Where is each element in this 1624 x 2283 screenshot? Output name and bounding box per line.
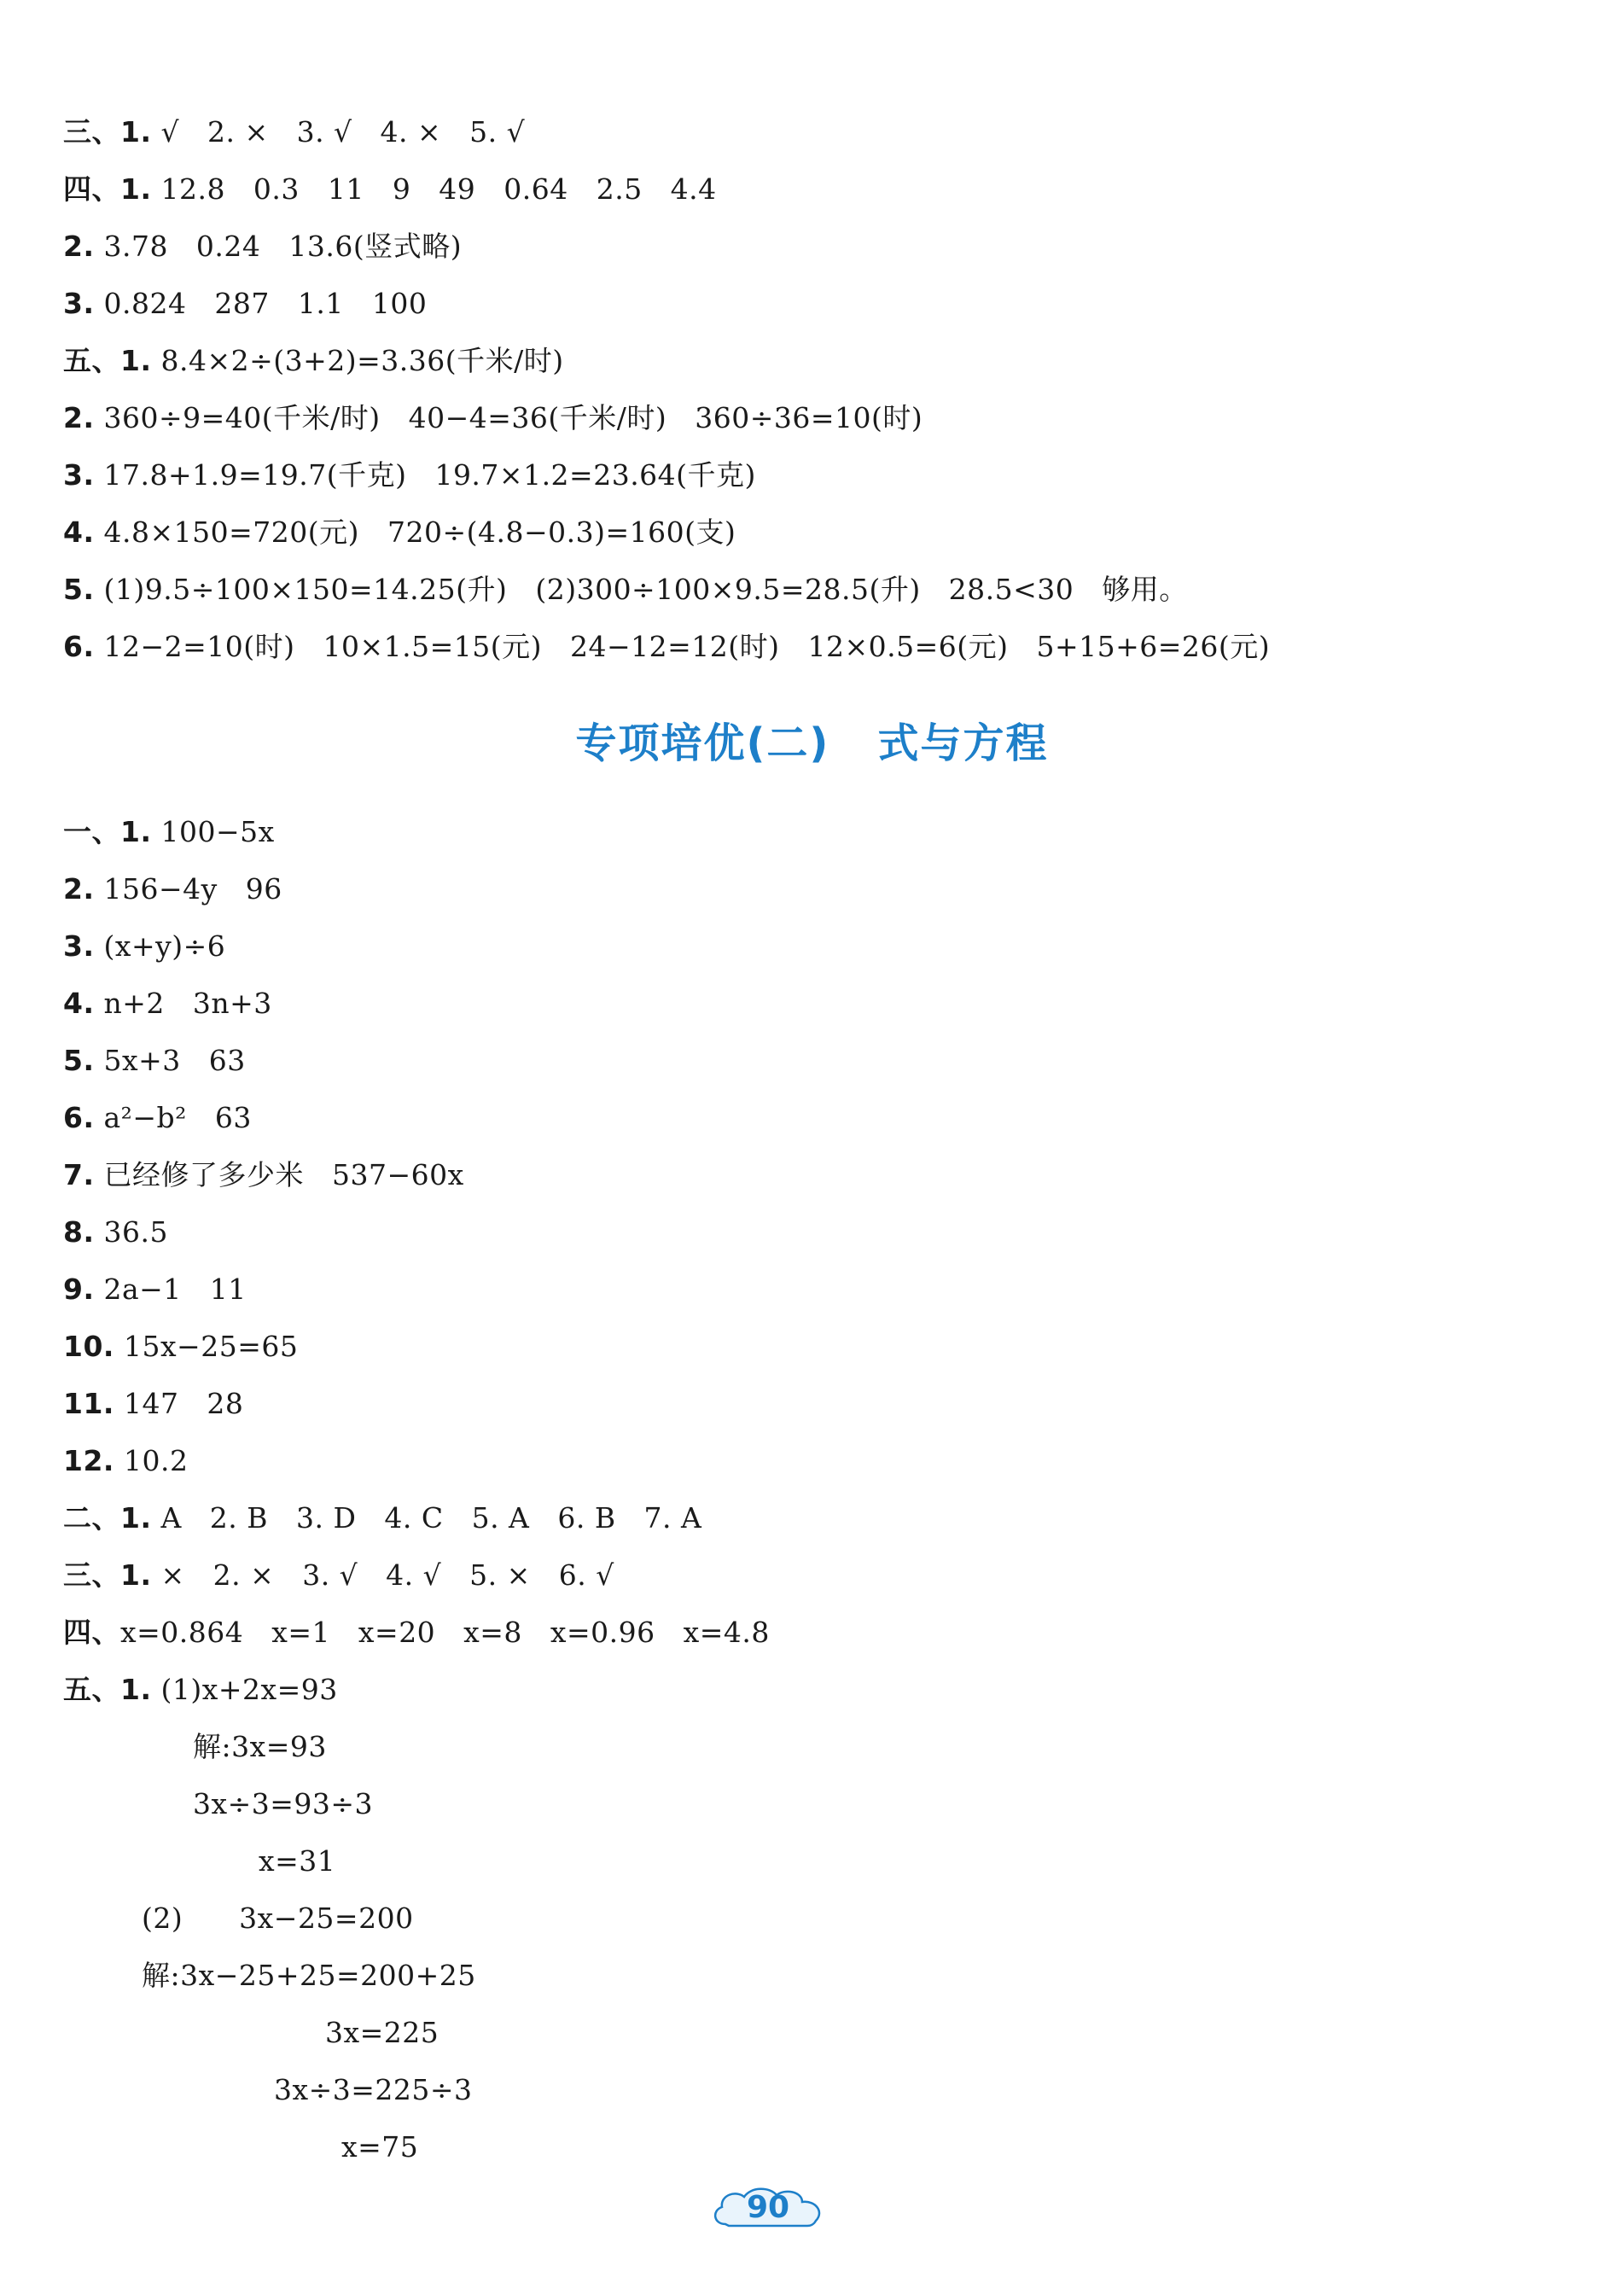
equation-step: 3x÷3=93÷3 xyxy=(193,1787,374,1820)
page-number: 90 xyxy=(746,2190,790,2225)
answer-line: 五、1. 8.4×2÷(3+2)=3.36(千米/时) xyxy=(63,344,564,377)
answer-line: 4. n+2 3n+3 xyxy=(63,987,272,1020)
answer-line: 一、1. 100−5x xyxy=(63,815,275,848)
equation-step: x=31 xyxy=(259,1844,336,1878)
equation-step: 解:3x=93 xyxy=(193,1730,327,1763)
answer-line: 2. 3.78 0.24 13.6(竖式略) xyxy=(63,230,463,263)
equation-step: (2) 3x−25=200 xyxy=(142,1902,414,1935)
answer-line: 5. (1)9.5÷100×150=14.25(升) (2)300÷100×9.5=28.5(升) 28.5<30 够用。 xyxy=(63,573,1188,606)
equation-step: 3x÷3=225÷3 xyxy=(274,2073,473,2106)
answer-line: 2. 360÷9=40(千米/时) 40−4=36(千米/时) 360÷36=10(时) xyxy=(63,401,923,434)
answer-line: 四、x=0.864 x=1 x=20 x=8 x=0.96 x=4.8 xyxy=(63,1616,770,1649)
answer-line: 12. 10.2 xyxy=(63,1444,189,1477)
answer-line: 6. 12−2=10(时) 10×1.5=15(元) 24−12=12(时) 12×0.5=6(元) 5+15+6=26(元) xyxy=(63,630,1271,663)
answer-line: 四、1. 12.8 0.3 11 9 49 0.64 2.5 4.4 xyxy=(63,172,717,206)
answer-line: 3. 17.8+1.9=19.7(千克) 19.7×1.2=23.64(千克) xyxy=(63,458,756,492)
page-number-badge xyxy=(708,2183,828,2233)
equation-step: x=75 xyxy=(341,2130,419,2164)
equation-step: 解:3x−25+25=200+25 xyxy=(142,1959,476,1992)
answer-line: 6. a²−b² 63 xyxy=(63,1101,252,1134)
answer-line: 8. 36.5 xyxy=(63,1215,168,1249)
answer-line: 2. 156−4y 96 xyxy=(63,872,282,906)
answer-line: 4. 4.8×150=720(元) 720÷(4.8−0.3)=160(支) xyxy=(63,515,736,549)
answer-line: 五、1. (1)x+2x=93 xyxy=(63,1673,338,1706)
answer-line: 5. 5x+3 63 xyxy=(63,1044,246,1077)
answer-line: 10. 15x−25=65 xyxy=(63,1330,299,1363)
answer-line: 二、1. A 2. B 3. D 4. C 5. A 6. B 7. A xyxy=(63,1501,702,1535)
answer-line: 三、1. × 2. × 3. √ 4. √ 5. × 6. √ xyxy=(63,1558,614,1592)
equation-step: 3x=225 xyxy=(325,2016,439,2049)
answer-line: 三、1. √ 2. × 3. √ 4. × 5. √ xyxy=(63,115,526,149)
answer-line: 3. (x+y)÷6 xyxy=(63,929,226,963)
answer-line: 11. 147 28 xyxy=(63,1387,244,1420)
section-title: 专项培优(二) 式与方程 xyxy=(575,719,1049,767)
answer-line: 9. 2a−1 11 xyxy=(63,1273,247,1306)
answer-line: 3. 0.824 287 1.1 100 xyxy=(63,287,428,320)
answer-line: 7. 已经修了多少米 537−60x xyxy=(63,1158,464,1191)
